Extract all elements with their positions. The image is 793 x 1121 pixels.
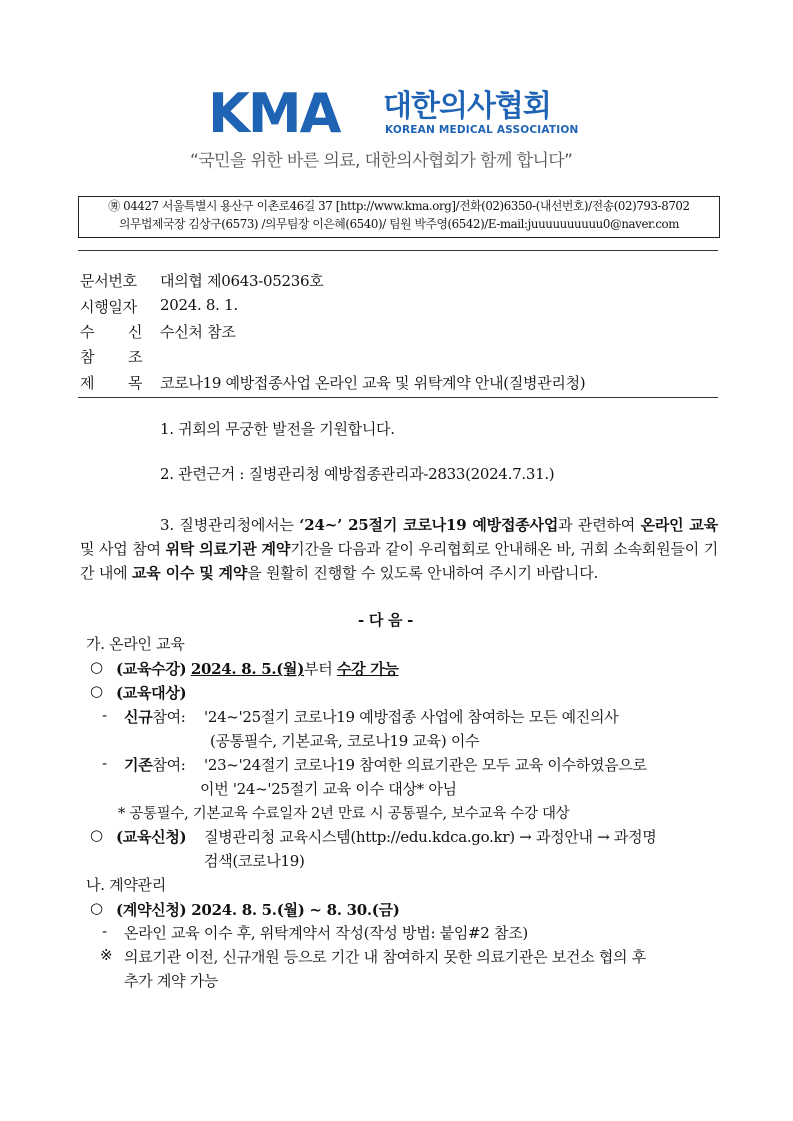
p3-text-g: 기간을 다음과 같이 우리협회로 안내해온 바, 귀회 소속회원들이 기간 내에 xyxy=(80,540,719,582)
contract-label: (계약신청) xyxy=(116,901,187,919)
recipient-label-2: 신 xyxy=(128,323,143,341)
edu-start-avail: 수강 가능 xyxy=(336,660,399,678)
exist-participant-label xyxy=(124,754,186,775)
paragraph-2: 2. 관련근거 : 질병관리청 예방접종관리과-2833(2024.7.31.) xyxy=(160,465,555,483)
p3-bold-contract: 위탁 의료기관 계약 xyxy=(165,540,291,558)
contract-line: 온라인 교육 이수 후, 위탁계약서 작성(작성 방법: 붙임#2 참조) xyxy=(124,924,528,942)
dash-bullet: - xyxy=(102,922,107,940)
edu-start-label: (교육수강) xyxy=(116,660,187,678)
recipient-label-1: 수 xyxy=(80,323,95,341)
subject-label-1: 제 xyxy=(80,374,95,392)
paragraph-3 xyxy=(80,513,718,585)
address-line-2: 의무법제국장 김상구(6573) /의무팀장 이은혜(6540)/ 팀원 박주영(6542)/E-mail:juuuuuuuuuu0@naver.com xyxy=(118,217,680,231)
paragraph-1: 1. 귀회의 무궁한 발전을 기원합니다. xyxy=(160,420,395,438)
section-na: 나. 계약관리 xyxy=(86,876,166,894)
contract-row xyxy=(116,899,400,920)
new-line-1: '24~'25절기 코로나19 예방접종 사업에 참여하는 모든 예진의사 xyxy=(204,708,619,726)
circle-bullet: ○ xyxy=(90,826,103,844)
edu-target-label: (교육대상) xyxy=(116,684,187,702)
p3-text-a: 3. 질병관리청에서는 xyxy=(160,516,300,534)
doc-no-label: 문서번호 xyxy=(80,272,137,290)
exist-line-1: '23~'24절기 코로나19 참여한 의료기관은 모두 교육 이수하였음으로 xyxy=(204,756,647,774)
kma-logo xyxy=(208,82,588,145)
next-heading: - 다 음 - xyxy=(358,611,413,629)
new-bold: 신규 xyxy=(124,708,153,726)
recipient-value: 수신처 참조 xyxy=(160,323,236,341)
p3-bold-edu-contract: 교육 이수 및 계약 xyxy=(132,564,248,582)
exist-line-2: 이번 '24~'25절기 교육 이수 대상* 아님 xyxy=(200,780,457,798)
address-box xyxy=(78,196,720,238)
apply-line-1: 질병관리청 교육시스템(http://edu.kdca.go.kr) → 과정안내 → 과정명 xyxy=(204,828,657,846)
reference-mark: ※ xyxy=(100,946,113,964)
p3-bold-season: ‘24~’ 25절기 코로나19 예방접종사업 xyxy=(299,516,559,534)
contract-dates: 2024. 8. 5.(월) ~ 8. 30.(금) xyxy=(191,901,400,919)
doc-no-value: 대의협 제0643-05236호 xyxy=(160,272,324,290)
logo-kma-text: KMA xyxy=(208,82,340,145)
circle-bullet: ○ xyxy=(90,899,103,917)
reference-line-2: 추가 계약 가능 xyxy=(124,972,219,990)
address-line-1: ㊚ 04427 서울특별시 용산구 이촌로46길 37 [http://www.kma.org]/전화(02)6350-(내선번호)/전송(02)793-8702 xyxy=(108,199,690,213)
section-ga: 가. 온라인 교육 xyxy=(86,635,185,653)
exist-bold: 기존 xyxy=(124,756,153,774)
apply-label: (교육신청) xyxy=(116,828,187,846)
divider-subject xyxy=(78,397,718,398)
reference-line-1: 의료기관 이전, 신규개원 등으로 기간 내 참여하지 못한 의료기관은 보건소 협의 후 xyxy=(124,948,646,966)
dash-bullet: - xyxy=(102,706,107,724)
circle-bullet: ○ xyxy=(90,682,103,700)
new-participant-label xyxy=(124,706,186,727)
p3-bold-online-edu: 온라인 교육 xyxy=(640,516,718,534)
edu-start-row xyxy=(116,658,399,679)
dash-bullet: - xyxy=(102,754,107,772)
edu-start-date: 2024. 8. 5.(월) xyxy=(190,660,305,678)
date-label: 시행일자 xyxy=(80,298,137,316)
logo-org-name-ko: 대한의사협회 xyxy=(383,89,551,124)
ref-label-2: 조 xyxy=(128,348,143,366)
edu-start-from: 부터 xyxy=(304,660,333,678)
p3-text-c: 과 관련하여 xyxy=(558,516,641,534)
p3-text-i: 을 원활히 진행할 수 있도록 안내하여 주시기 바랍니다. xyxy=(247,564,599,582)
slogan: “국민을 위한 바른 의료, 대한의사협회가 함께 합니다” xyxy=(190,151,573,171)
circle-bullet: ○ xyxy=(90,658,103,676)
footnote: * 공통필수, 기본교육 수료일자 2년 만료 시 공통필수, 보수교육 수강 대상 xyxy=(118,806,570,822)
exist-label: 참여: xyxy=(152,756,186,774)
subject-value: 코로나19 예방접종사업 온라인 교육 및 위탁계약 안내(질병관리청) xyxy=(160,374,586,392)
date-value: 2024. 8. 1. xyxy=(160,296,238,314)
new-line-2: (공통필수, 기본교육, 코로나19 교육) 이수 xyxy=(210,732,480,750)
logo-org-name-en: KOREAN MEDICAL ASSOCIATION xyxy=(385,124,579,136)
new-label: 참여: xyxy=(152,708,186,726)
apply-line-2: 검색(코로나19) xyxy=(204,852,305,870)
subject-label-2: 목 xyxy=(128,374,143,392)
divider-top xyxy=(78,250,718,251)
p3-text-e: 및 사업 참여 xyxy=(80,540,166,558)
ref-label-1: 참 xyxy=(80,348,95,366)
